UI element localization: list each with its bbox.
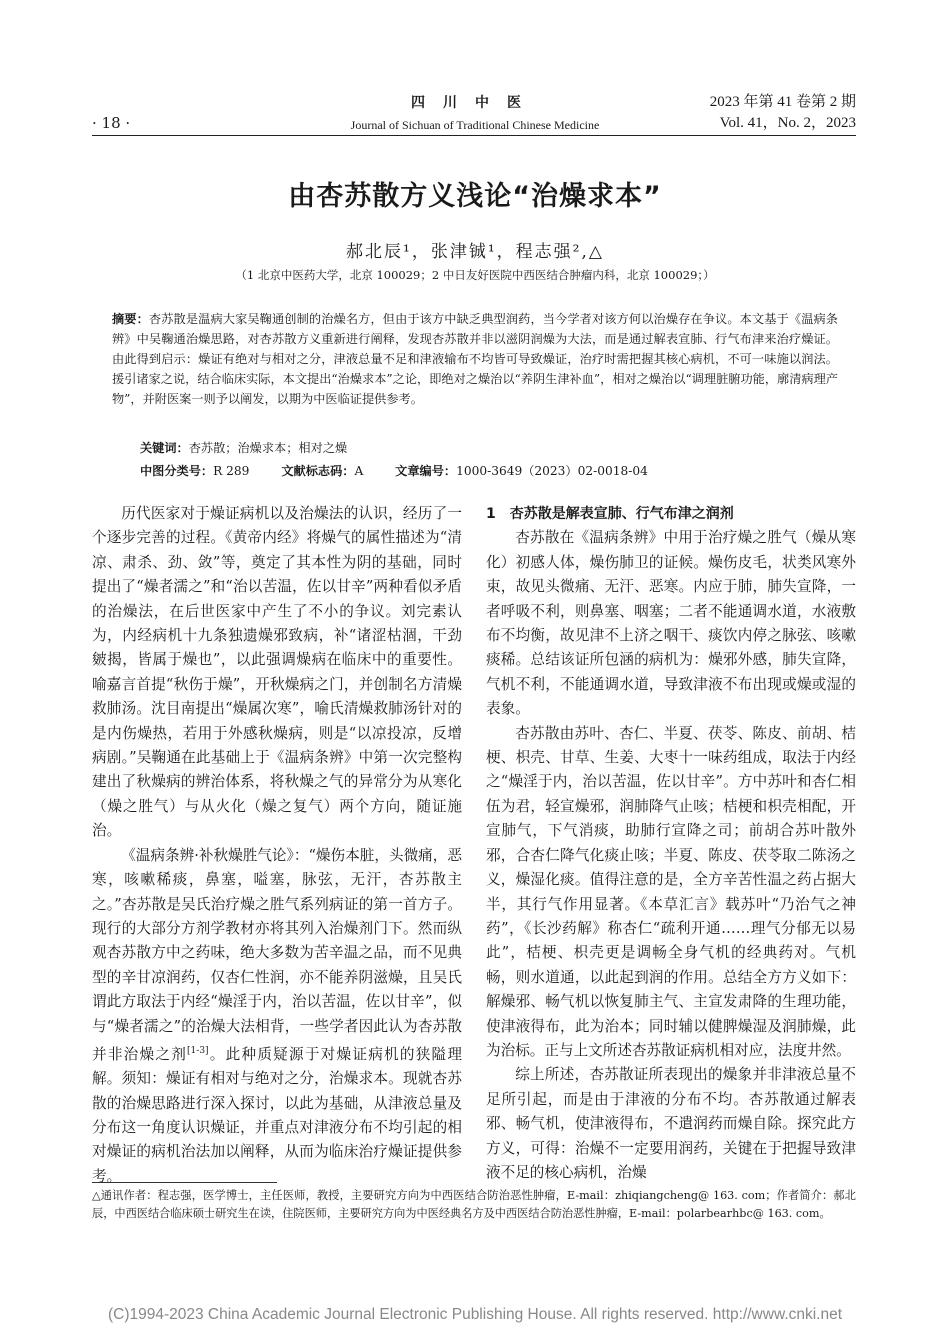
citation[interactable]: [1-3] [187, 1045, 209, 1056]
authors: 郝北辰¹，张津铖¹，程志强²,△ [346, 242, 604, 262]
keywords [140, 439, 347, 456]
paragraph-text: 《温病条辨·补秋燥胜气论》：“燥伤本脏，头微痛，恶寒，咳嗽稀痰，鼻塞，嗌塞，脉弦，无汗，杏苏散主之。”杏苏散是吴氏治疗燥之胜气系列病证的第一首方子。现行的大部分方剂学教材亦将其列入治燥剂门下。然而纵观杏苏散方中之药味，绝大多数为苦辛温之品，而不见典型的辛甘凉润药，仅杏仁性润，亦不能养阴滋燥，且吴氏谓此方取法于内经“燥淫于内，治以苦温，佐以甘辛”，似与“燥者濡之”的治燥大法相背，一些学者因此认为杏苏散并非治燥之剂 [92, 846, 462, 1063]
paragraph-text: 。此种质疑源于对燥证病机的狭隘理解。须知：燥证有相对与绝对之分，治燥求本。现就杏苏散的治燥思路进行深入探讨，以此为基础，从津液总量及分布这一角度认识燥证，并重点对津液分布不均引起的相对燥证的病机治法加以阐释，从而为临床治疗燥证提供参考。 [92, 1045, 462, 1185]
paragraph [92, 844, 462, 1190]
keywords-text: 杏苏散；治燥求本；相对之燥 [188, 441, 348, 455]
journal-title-en: Journal of Sichuan of Traditional Chinese Medicine [350, 118, 600, 132]
abstract-text: 杏苏散是温病大家吴鞠通创制的治燥名方，但由于该方中缺乏典型润药，当今学者对该方何以治燥存在争议。本文基于《温病条辨》中吴鞠通治燥思路，对杏苏散方义重新进行阐释，发现杏苏散并非以滋阴润燥为大法，而是通过解表宣肺、行气布津来治疗燥证。由此得到启示：燥证有绝对与相对之分，津液总量不足和津液输布不均皆可导致燥证，治疗时需把握其核心病机，不可一味施以润法。援引诸家之说，结合临床实际，本文提出“治燥求本”之论，即绝对之燥治以“养阴生津补血”，相对之燥治以“调理脏腑功能，廓清病理产物”，并附医案一则予以阐发，以期为中医临证提供参考。 [112, 312, 838, 406]
doc-code-label: 文献标志码： [281, 464, 355, 478]
footnote-rule [92, 1182, 277, 1183]
paragraph: 历代医家对于燥证病机以及治燥法的认识，经历了一个逐步完善的过程。《黄帝内经》将燥气的属性描述为“清凉、肃杀、劲、敛”等，奠定了其本性为阴的基础，同时提出了“燥者濡之”和“治以苦温，佐以甘辛”两种看似矛盾的治燥法，在后世医家中产生了不小的争议。刘完素认为，内经病机十九条独遗燥邪致病，补“诸涩枯涸，干劲皴揭，皆属于燥也”，以此强调燥病在临床中的重要性。喻嘉言首提“秋伤于燥”，开秋燥病之门，并创制名方清燥救肺汤。沈目南提出“燥属次寒”，喻氏清燥救肺汤针对的是内伤燥热，若用于外感秋燥病，则是“以凉投凉，反增病剧。”吴鞠通在此基础上于《温病条辨》中第一次完整构建出了秋燥病的辨治体系，将秋燥之气的异常分为从寒化（燥之胜气）与从火化（燥之复气）两个方向，随证施治。 [92, 505, 462, 840]
keywords-label: 关键词： [140, 441, 189, 455]
affiliation: （1 北京中医药大学，北京 100029；2 中日友好医院中西医结合肿瘤内科，北京 100029；） [235, 268, 715, 282]
issue-cn: 2023 年第 41 卷第 2 期 [709, 94, 856, 110]
issue-en: Vol. 41，No. 2，2023 [719, 115, 856, 131]
clc-value: R 289 [213, 464, 250, 478]
body-right-column [486, 502, 856, 1185]
article-no-label: 文章编号： [395, 464, 457, 478]
classification-line [140, 462, 676, 479]
article-title: 由杏苏散方义浅论“治燥求本” [288, 181, 662, 212]
paragraph: 综上所述，杏苏散证所表现出的燥象并非津液总量不足所引起，而是由于津液的分布不均。杏苏散通过解表邪、畅气机，使津液得布，不遣润药而燥自除。探究此方方义，可得：治燥不一定要用润药，关键在于把握导致津液不足的核心病机，治燥 [486, 1066, 856, 1181]
clc-label: 中图分类号： [140, 464, 214, 478]
header-rule [92, 135, 856, 136]
copyright-watermark: (C)1994-2023 China Academic Journal Electronic Publishing House. All rights reserved. http://www.cnki.net [107, 1306, 843, 1323]
doc-code-value: A [354, 464, 364, 478]
paragraph: 杏苏散在《温病条辨》中用于治疗燥之胜气（燥从寒化）初感人体，燥伤肺卫的证候。燥伤皮毛，状类风寒外束，故见头微痛、无汗、恶寒。内应于肺，肺失宣降，一者呼吸不利，则鼻塞、咽塞；二者不能通调水道，水液敷布不均衡，故见津不上济之咽干、痰饮内停之脉弦、咳嗽痰稀。总结该证所包涵的病机为：燥邪外感，肺失宣降，气机不利，不能通调水道，导致津液不布出现或燥或湿的表象。 [486, 529, 856, 718]
footnote: △通讯作者：程志强，医学博士，主任医师，教授，主要研究方向为中西医结合防治恶性肿瘤，E-mail：zhiqiangcheng@ 163. com；作者简介：郝北辰，中西医结合临床硕士研究生在读，住院医师，主要研究方向为中医经典名方及中西医结合防治恶性肿瘤，E-mail：polarbearhbc@ 163. com。 [92, 1189, 856, 1220]
journal-title [300, 92, 650, 133]
abstract-label: 摘要： [112, 312, 149, 326]
issue-info [710, 92, 856, 134]
article-no-value: 1000-3649（2023）02-0018-04 [456, 464, 648, 478]
section-heading: 1 杏苏散是解表宣肺、行气布津之润剂 [486, 506, 734, 522]
page-number: · 18 · [92, 114, 131, 132]
journal-title-cn: 四川中医 [411, 95, 539, 111]
abstract [112, 309, 838, 409]
body-left-column [92, 502, 462, 1189]
paragraph: 杏苏散由苏叶、杏仁、半夏、茯苓、陈皮、前胡、桔梗、枳壳、甘草、生姜、大枣十一味药组成，取法于内经之“燥淫于内，治以苦温，佐以甘辛”。方中苏叶和杏仁相伍为君，轻宣燥邪，润肺降气止咳；桔梗和枳壳相配，开宣肺气，下气消痰，助肺行宣降之司；前胡合苏叶散外邪，合杏仁降气化痰止咳；半夏、陈皮、茯苓取二陈汤之义，燥湿化痰。值得注意的是，全方辛苦性温之药占据大半，其行气作用显著。《本草汇言》载苏叶“乃治气之神药”，《长沙药解》称杏仁“疏利开通……理气分郁无以易此”，桔梗、枳壳更是调畅全身气机的经典药对。气机畅，则水道通，以此起到润的作用。总结全方方义如下：解燥邪、畅气机以恢复肺主气、主宣发肃降的生理功能，使津液得布，此为治本；同时辅以健脾燥湿及润肺燥，此为治标。正与上文所述杏苏散证病机相对应，法度井然。 [486, 724, 856, 1059]
